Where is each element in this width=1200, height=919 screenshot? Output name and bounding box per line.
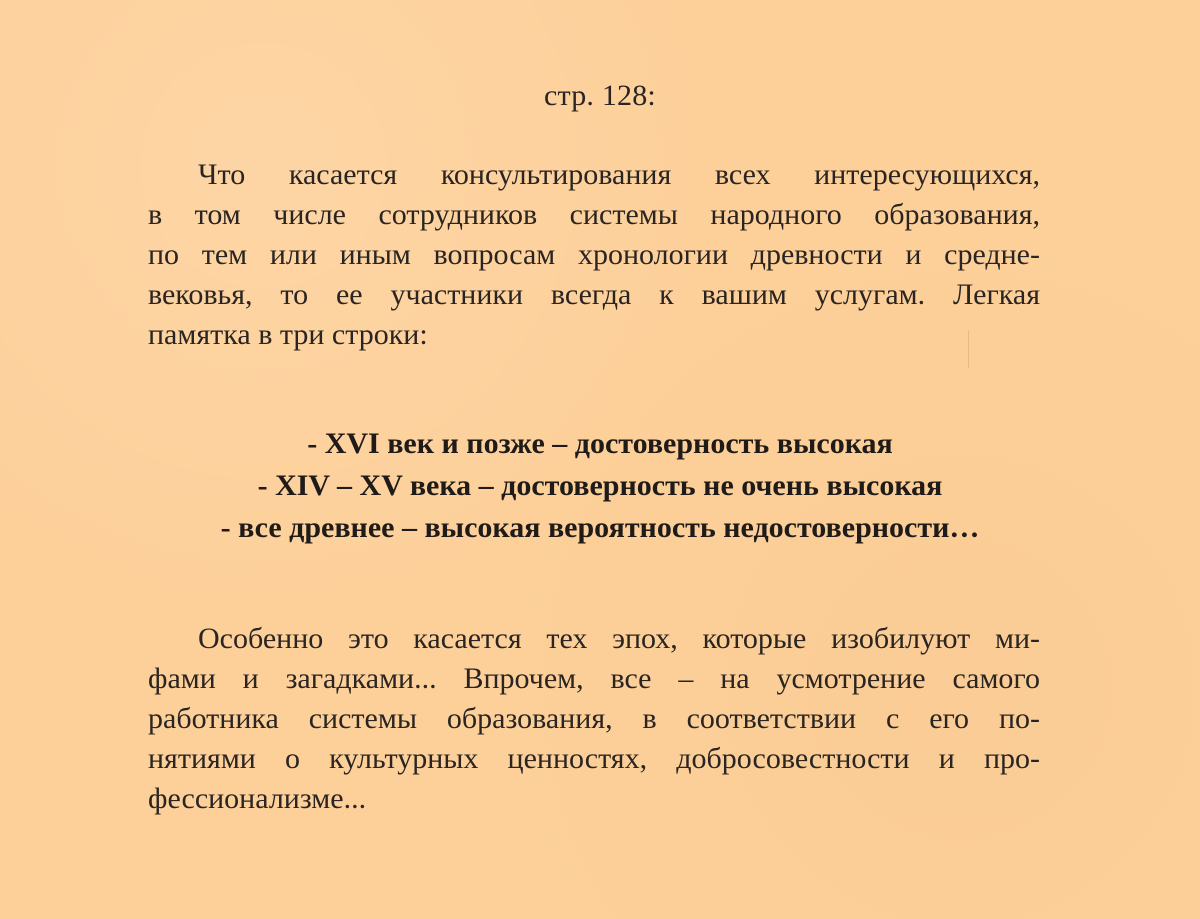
paragraph-2-line-5: фессионализме... xyxy=(148,782,367,815)
paragraph-2-line-4: нятиями о культурных ценностях, добросовестности и про- xyxy=(148,742,1040,775)
paragraph-1-line-4: вековья, то ее участники всегда к вашим услугам. Легкая xyxy=(148,278,1040,311)
paragraph-1-line-1: Что касается консультирования всех интересующихся, xyxy=(198,158,1040,191)
memo-line-16th-century: - XVI век и позже – достоверность высокая xyxy=(307,427,893,460)
three-line-memo xyxy=(0,423,1200,549)
paragraph-2-line-1: Особенно это касается тех эпох, которые изобилуют ми- xyxy=(198,622,1040,655)
page-number: стр. 128: xyxy=(544,79,656,112)
paragraph-1-line-3: по тем или иным вопросам хронологии древности и средне- xyxy=(148,238,1040,271)
paragraph-consultation xyxy=(148,155,1040,355)
scan-mark xyxy=(968,330,969,368)
paragraph-epochs xyxy=(148,619,1040,819)
paragraph-2-line-2: фами и загадками... Впрочем, все – на усмотрение самого xyxy=(148,662,1040,695)
paragraph-1-line-5: памятка в три строки: xyxy=(148,318,428,351)
paragraph-1-line-2: в том числе сотрудников системы народного образования, xyxy=(148,198,1040,231)
paragraph-2-line-3: работника системы образования, в соответствии с его по- xyxy=(148,702,1040,735)
memo-line-ancient: - все древнее – высокая вероятность недостоверности… xyxy=(220,511,980,544)
memo-line-14th-15th-century: - XIV – XV века – достоверность не очень высокая xyxy=(257,469,943,502)
